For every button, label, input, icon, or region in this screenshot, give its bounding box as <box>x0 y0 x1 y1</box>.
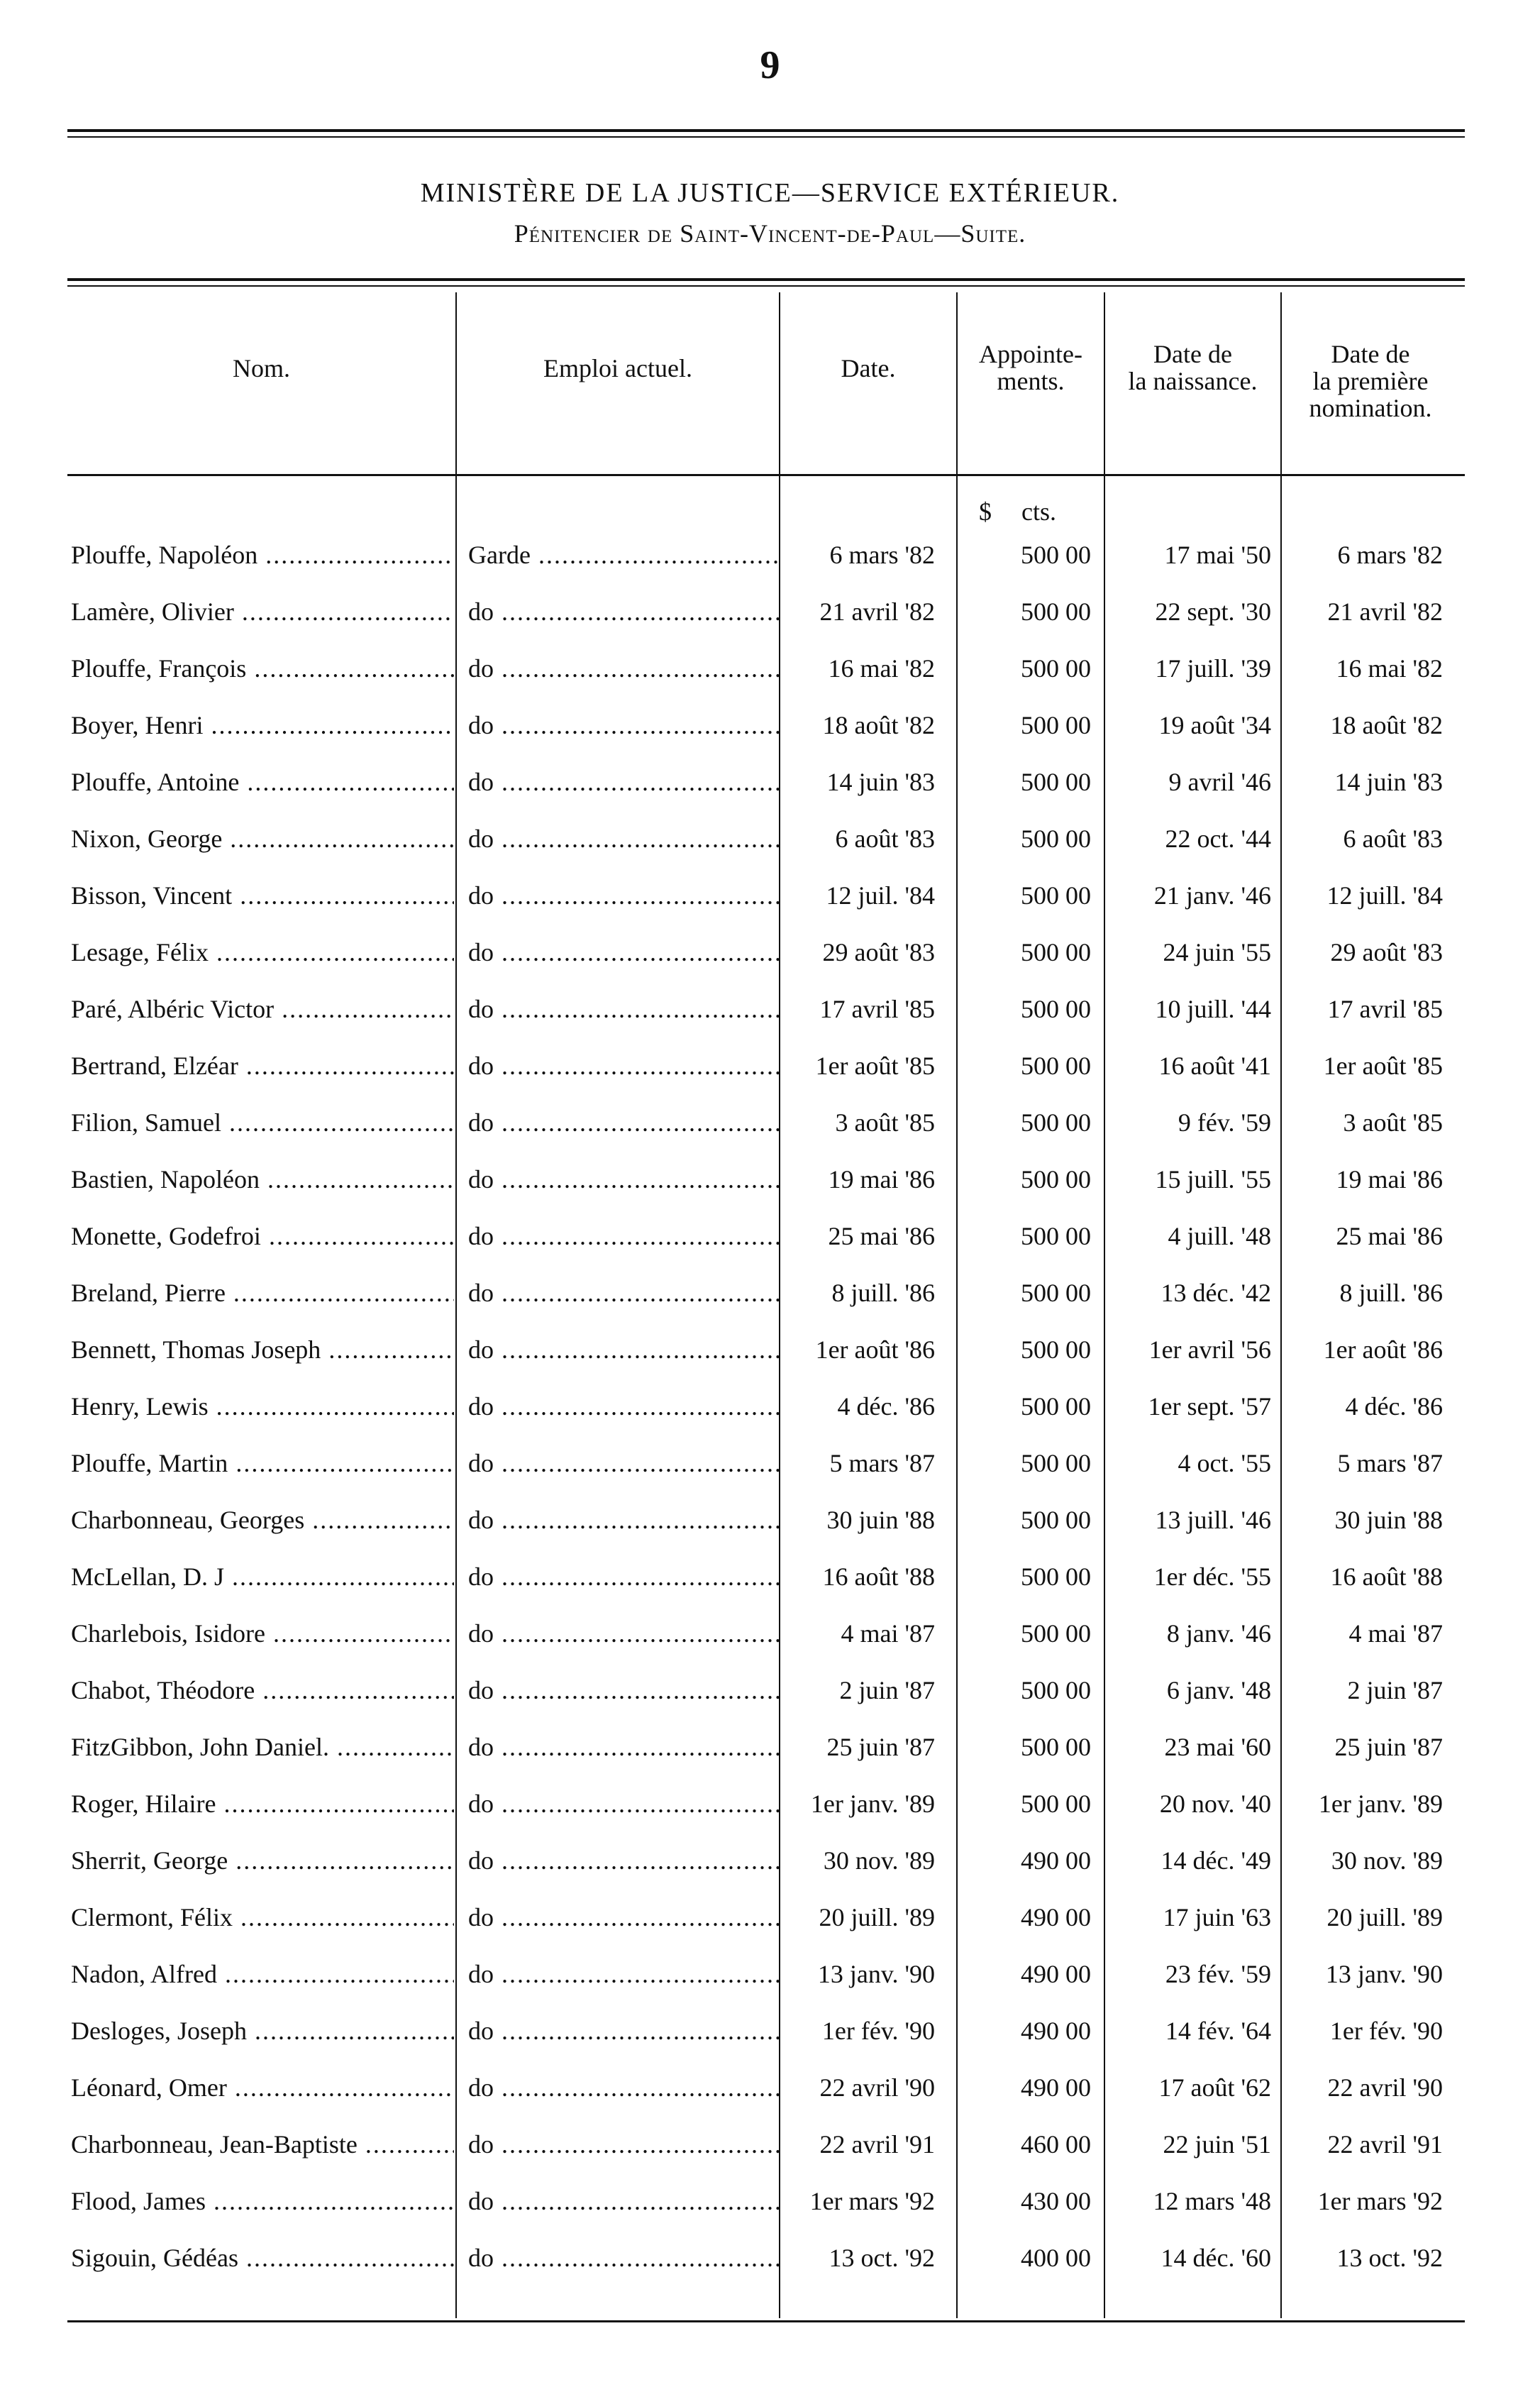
cell-naissance: 8 janv. '46 <box>1166 1619 1271 1648</box>
cell-nomination: 14 juin '83 <box>1334 768 1443 796</box>
cell-naissance: 17 mai '50 <box>1164 541 1271 569</box>
cell-nom: Desloges, Joseph ..... <box>71 2002 454 2059</box>
cell-date: 4 déc. '86 <box>837 1392 935 1421</box>
cell-date: 21 avril '82 <box>819 597 935 626</box>
cell-nomination: 2 juin '87 <box>1347 1676 1443 1704</box>
cell-appointements: 500 00 <box>1021 1052 1091 1080</box>
cell-date: 25 mai '86 <box>828 1222 935 1250</box>
cell-nom: Plouffe, François ..... <box>71 640 454 697</box>
cell-naissance: 22 sept. '30 <box>1155 597 1271 626</box>
column-header-nomination-line: nomination. <box>1309 394 1432 422</box>
table-row <box>0 527 1540 583</box>
cell-nomination: 5 mars '87 <box>1337 1449 1443 1477</box>
table-row <box>0 1208 1540 1264</box>
cell-naissance: 14 déc. '60 <box>1160 2244 1271 2272</box>
column-header-nom: Nom. <box>233 354 290 382</box>
cell-appointements: 500 00 <box>1021 654 1091 683</box>
column-header-appointements-line: ments. <box>997 367 1065 395</box>
table-row <box>0 1492 1540 1548</box>
column-header-nomination-line: la première <box>1312 367 1429 395</box>
table-row <box>0 583 1540 640</box>
cell-nomination: 1er janv. '89 <box>1318 1790 1443 1818</box>
header-rule-thin <box>67 285 1465 287</box>
cell-nomination: 4 déc. '86 <box>1345 1392 1443 1421</box>
table-row <box>0 981 1540 1037</box>
cell-naissance: 23 fév. '59 <box>1165 1960 1271 1988</box>
cell-naissance: 13 déc. '42 <box>1160 1279 1271 1307</box>
cell-emploi: do ..... <box>468 697 780 754</box>
table-row <box>0 1775 1540 1832</box>
cell-emploi: do ..... <box>468 1151 780 1208</box>
cell-naissance: 22 oct. '44 <box>1165 825 1271 853</box>
cell-emploi: do ..... <box>468 1378 780 1435</box>
cell-naissance: 4 oct. '55 <box>1178 1449 1271 1477</box>
header-rule <box>67 278 1465 281</box>
cell-emploi: do ..... <box>468 1605 780 1662</box>
cell-date: 25 juin '87 <box>826 1733 935 1761</box>
cell-nomination: 6 août '83 <box>1343 825 1443 853</box>
cell-naissance: 1er avril '56 <box>1148 1335 1271 1364</box>
cell-nomination: 29 août '83 <box>1330 938 1443 966</box>
cell-emploi: do ..... <box>468 1662 780 1719</box>
cell-nom: Boyer, Henri ..... <box>71 697 454 754</box>
cell-date: 6 août '83 <box>835 825 935 853</box>
column-header-naissance-line: Date de <box>1153 340 1232 368</box>
cell-date: 18 août '82 <box>822 711 935 739</box>
cell-emploi: do ..... <box>468 2229 780 2286</box>
table-row <box>0 2002 1540 2059</box>
cell-date: 1er fév. '90 <box>821 2017 935 2045</box>
cell-appointements: 500 00 <box>1021 1108 1091 1137</box>
cell-date: 22 avril '90 <box>819 2073 935 2102</box>
cell-date: 1er août '85 <box>815 1052 935 1080</box>
column-header-nomination-line: Date de <box>1331 340 1410 368</box>
cell-nomination: 8 juill. '86 <box>1339 1279 1443 1307</box>
cell-nom: McLellan, D. J ..... <box>71 1548 454 1605</box>
cell-appointements: 500 00 <box>1021 597 1091 626</box>
cell-naissance: 17 juill. '39 <box>1155 654 1271 683</box>
cell-date: 20 juill. '89 <box>819 1903 935 1931</box>
cell-nomination: 30 nov. '89 <box>1331 1846 1443 1875</box>
table-row <box>0 697 1540 754</box>
cell-nom: Plouffe, Napoléon ..... <box>71 527 454 583</box>
cell-emploi: do ..... <box>468 640 780 697</box>
cell-nom: FitzGibbon, John Daniel. ..... <box>71 1719 454 1775</box>
column-header-naissance <box>1105 341 1280 395</box>
cell-emploi: do ..... <box>468 1208 780 1264</box>
cell-naissance: 24 juin '55 <box>1163 938 1271 966</box>
cell-naissance: 1er sept. '57 <box>1148 1392 1271 1421</box>
cell-emploi: do ..... <box>468 1321 780 1378</box>
cell-nomination: 6 mars '82 <box>1337 541 1443 569</box>
cell-emploi: do ..... <box>468 1037 780 1094</box>
cell-naissance: 20 nov. '40 <box>1159 1790 1271 1818</box>
cell-naissance: 9 fév. '59 <box>1178 1108 1271 1137</box>
cell-date: 22 avril '91 <box>819 2130 935 2159</box>
cell-nomination: 30 juin '88 <box>1334 1506 1443 1534</box>
cell-appointements: 500 00 <box>1021 881 1091 910</box>
table-row <box>0 924 1540 981</box>
table-row <box>0 810 1540 867</box>
cell-date: 5 mars '87 <box>829 1449 935 1477</box>
cell-nomination: 20 juill. '89 <box>1326 1903 1443 1931</box>
cell-emploi: do ..... <box>468 1775 780 1832</box>
cell-emploi: do ..... <box>468 867 780 924</box>
table-row <box>0 1548 1540 1605</box>
cell-nomination: 21 avril '82 <box>1327 597 1443 626</box>
table-row <box>0 1378 1540 1435</box>
cell-naissance: 13 juill. '46 <box>1155 1506 1271 1534</box>
cell-nom: Roger, Hilaire ..... <box>71 1775 454 1832</box>
table-row <box>0 1321 1540 1378</box>
column-header-emploi: Emploi actuel. <box>543 354 692 382</box>
table-row <box>0 1832 1540 1889</box>
cell-nom: Sigouin, Gédéas ..... <box>71 2229 454 2286</box>
cell-nom: Nixon, George ..... <box>71 810 454 867</box>
cell-appointements: 500 00 <box>1021 1392 1091 1421</box>
cell-naissance: 10 juill. '44 <box>1155 995 1271 1023</box>
cell-emploi: do ..... <box>468 924 780 981</box>
cell-date: 4 mai '87 <box>841 1619 935 1648</box>
cell-appointements: 500 00 <box>1021 711 1091 739</box>
cell-nom: Lamère, Olivier ..... <box>71 583 454 640</box>
table-row <box>0 1719 1540 1775</box>
cell-nom: Plouffe, Martin ..... <box>71 1435 454 1492</box>
cell-date: 14 juin '83 <box>826 768 935 796</box>
cell-appointements: 500 00 <box>1021 1790 1091 1818</box>
bottom-rule <box>67 2320 1465 2322</box>
cell-naissance: 22 juin '51 <box>1163 2130 1271 2159</box>
cell-nom: Monette, Godefroi ..... <box>71 1208 454 1264</box>
cell-emploi: do ..... <box>468 2002 780 2059</box>
cell-naissance: 19 août '34 <box>1158 711 1271 739</box>
cell-emploi: do ..... <box>468 754 780 810</box>
cell-appointements: 500 00 <box>1021 938 1091 966</box>
table-row <box>0 1605 1540 1662</box>
cell-emploi: do ..... <box>468 1435 780 1492</box>
cell-date: 19 mai '86 <box>828 1165 935 1194</box>
cell-nom: Plouffe, Antoine ..... <box>71 754 454 810</box>
cell-date: 29 août '83 <box>822 938 935 966</box>
cell-naissance: 12 mars '48 <box>1153 2187 1271 2215</box>
cell-date: 1er janv. '89 <box>810 1790 935 1818</box>
cell-nom: Charbonneau, Georges ..... <box>71 1492 454 1548</box>
cell-naissance: 16 août '41 <box>1158 1052 1271 1080</box>
cell-naissance: 15 juill. '55 <box>1155 1165 1271 1194</box>
cell-emploi: do ..... <box>468 1492 780 1548</box>
cell-appointements: 500 00 <box>1021 1449 1091 1477</box>
cell-nom: Filion, Samuel ..... <box>71 1094 454 1151</box>
page-number: 9 <box>760 43 780 87</box>
cell-nomination: 1er août '85 <box>1323 1052 1443 1080</box>
cell-nom: Bennett, Thomas Joseph ..... <box>71 1321 454 1378</box>
cell-nom: Breland, Pierre ..... <box>71 1264 454 1321</box>
cell-naissance: 21 janv. '46 <box>1153 881 1271 910</box>
cell-date: 30 nov. '89 <box>823 1846 935 1875</box>
cell-nom: Bertrand, Elzéar ..... <box>71 1037 454 1094</box>
table-row <box>0 2059 1540 2116</box>
cell-nom: Flood, James ..... <box>71 2173 454 2229</box>
table-row <box>0 2229 1540 2286</box>
cell-nom: Nadon, Alfred ..... <box>71 1946 454 2002</box>
cell-emploi: do ..... <box>468 810 780 867</box>
cell-nomination: 4 mai '87 <box>1348 1619 1443 1648</box>
table-row <box>0 2116 1540 2173</box>
top-rule <box>67 129 1465 132</box>
cell-appointements: 490 00 <box>1021 1903 1091 1931</box>
cell-emploi: do ..... <box>468 1094 780 1151</box>
cell-date: 17 avril '85 <box>819 995 935 1023</box>
cell-appointements: 500 00 <box>1021 995 1091 1023</box>
column-header-rule <box>67 474 1465 476</box>
cell-naissance: 14 déc. '49 <box>1160 1846 1271 1875</box>
cell-nomination: 22 avril '91 <box>1327 2130 1443 2159</box>
cell-nom: Bastien, Napoléon ..... <box>71 1151 454 1208</box>
cell-appointements: 400 00 <box>1021 2244 1091 2272</box>
cell-nom: Henry, Lewis ..... <box>71 1378 454 1435</box>
column-header-appointements <box>958 341 1104 395</box>
column-header-nomination <box>1282 341 1459 421</box>
cell-naissance: 14 fév. '64 <box>1165 2017 1271 2045</box>
table-row <box>0 1094 1540 1151</box>
cell-naissance: 9 avril '46 <box>1168 768 1271 796</box>
cell-appointements: 500 00 <box>1021 768 1091 796</box>
cell-appointements: 490 00 <box>1021 2017 1091 2045</box>
cell-date: 12 juil. '84 <box>826 881 935 910</box>
cell-appointements: 500 00 <box>1021 1222 1091 1250</box>
cell-nomination: 22 avril '90 <box>1327 2073 1443 2102</box>
cell-emploi: do ..... <box>468 1889 780 1946</box>
cell-appointements: 490 00 <box>1021 2073 1091 2102</box>
cell-emploi: do ..... <box>468 1719 780 1775</box>
cell-emploi: do ..... <box>468 1946 780 2002</box>
cell-emploi: do ..... <box>468 1264 780 1321</box>
cell-nomination: 13 janv. '90 <box>1325 1960 1443 1988</box>
cell-appointements: 500 00 <box>1021 1676 1091 1704</box>
column-header-naissance-line: la naissance. <box>1128 367 1258 395</box>
cell-appointements: 500 00 <box>1021 1733 1091 1761</box>
cell-date: 13 oct. '92 <box>829 2244 935 2272</box>
table-row <box>0 640 1540 697</box>
cell-appointements: 460 00 <box>1021 2130 1091 2159</box>
cell-nomination: 17 avril '85 <box>1327 995 1443 1023</box>
cell-naissance: 17 août '62 <box>1158 2073 1271 2102</box>
table-row <box>0 867 1540 924</box>
cell-naissance: 6 janv. '48 <box>1166 1676 1271 1704</box>
cell-nom: Charlebois, Isidore ..... <box>71 1605 454 1662</box>
table-row <box>0 1946 1540 2002</box>
cell-appointements: 490 00 <box>1021 1960 1091 1988</box>
units-cents: cts. <box>1021 497 1056 526</box>
cell-nomination: 16 août '88 <box>1330 1562 1443 1591</box>
top-rule-thin <box>67 136 1465 138</box>
table-row <box>0 1435 1540 1492</box>
institution-subheading: Pénitencier de Saint-Vincent-de-Paul—Suite. <box>514 219 1026 248</box>
cell-date: 1er mars '92 <box>809 2187 935 2215</box>
table-row <box>0 1037 1540 1094</box>
cell-appointements: 500 00 <box>1021 1335 1091 1364</box>
column-header-appointements-line: Appointe- <box>979 340 1082 368</box>
cell-nomination: 1er mars '92 <box>1317 2187 1443 2215</box>
cell-nomination: 16 mai '82 <box>1336 654 1443 683</box>
column-header-date: Date. <box>841 354 896 382</box>
cell-nom: Lesage, Félix ..... <box>71 924 454 981</box>
cell-nom: Paré, Albéric Victor ..... <box>71 981 454 1037</box>
table-row <box>0 1889 1540 1946</box>
cell-nomination: 1er août '86 <box>1323 1335 1443 1364</box>
cell-date: 16 août '88 <box>822 1562 935 1591</box>
cell-nom: Bisson, Vincent ..... <box>71 867 454 924</box>
cell-emploi: Garde ..... <box>468 527 780 583</box>
cell-nom: Léonard, Omer ..... <box>71 2059 454 2116</box>
cell-appointements: 430 00 <box>1021 2187 1091 2215</box>
cell-nomination: 13 oct. '92 <box>1336 2244 1443 2272</box>
cell-naissance: 23 mai '60 <box>1164 1733 1271 1761</box>
cell-nom: Clermont, Félix ..... <box>71 1889 454 1946</box>
units-dollars: $ <box>979 497 992 526</box>
cell-date: 8 juill. '86 <box>831 1279 935 1307</box>
table-row <box>0 1264 1540 1321</box>
cell-naissance: 4 juill. '48 <box>1168 1222 1271 1250</box>
cell-emploi: do ..... <box>468 583 780 640</box>
cell-nom: Chabot, Théodore ..... <box>71 1662 454 1719</box>
cell-nomination: 1er fév. '90 <box>1329 2017 1443 2045</box>
cell-nom: Charbonneau, Jean-Baptiste ..... <box>71 2116 454 2173</box>
cell-date: 30 juin '88 <box>826 1506 935 1534</box>
cell-nomination: 12 juill. '84 <box>1326 881 1443 910</box>
cell-appointements: 500 00 <box>1021 1506 1091 1534</box>
cell-appointements: 500 00 <box>1021 1165 1091 1194</box>
cell-appointements: 500 00 <box>1021 1562 1091 1591</box>
cell-naissance: 17 juin '63 <box>1163 1903 1271 1931</box>
cell-appointements: 500 00 <box>1021 825 1091 853</box>
cell-nomination: 18 août '82 <box>1330 711 1443 739</box>
cell-emploi: do ..... <box>468 1832 780 1889</box>
cell-emploi: do ..... <box>468 981 780 1037</box>
cell-nomination: 19 mai '86 <box>1336 1165 1443 1194</box>
cell-date: 2 juin '87 <box>839 1676 935 1704</box>
cell-nomination: 3 août '85 <box>1343 1108 1443 1137</box>
cell-naissance: 1er déc. '55 <box>1153 1562 1271 1591</box>
table-row <box>0 1151 1540 1208</box>
cell-appointements: 500 00 <box>1021 1279 1091 1307</box>
cell-date: 3 août '85 <box>835 1108 935 1137</box>
cell-nom: Sherrit, George ..... <box>71 1832 454 1889</box>
cell-nomination: 25 juin '87 <box>1334 1733 1443 1761</box>
cell-date: 6 mars '82 <box>829 541 935 569</box>
cell-emploi: do ..... <box>468 2116 780 2173</box>
cell-date: 13 janv. '90 <box>817 1960 935 1988</box>
cell-emploi: do ..... <box>468 2173 780 2229</box>
cell-date: 16 mai '82 <box>828 654 935 683</box>
table-row <box>0 754 1540 810</box>
cell-appointements: 490 00 <box>1021 1846 1091 1875</box>
cell-appointements: 500 00 <box>1021 1619 1091 1648</box>
cell-emploi: do ..... <box>468 2059 780 2116</box>
cell-nomination: 25 mai '86 <box>1336 1222 1443 1250</box>
cell-date: 1er août '86 <box>815 1335 935 1364</box>
table-row <box>0 2173 1540 2229</box>
table-row <box>0 1662 1540 1719</box>
ministry-heading: MINISTÈRE DE LA JUSTICE—SERVICE EXTÉRIEUR. <box>420 178 1120 208</box>
cell-emploi: do ..... <box>468 1548 780 1605</box>
cell-appointements: 500 00 <box>1021 541 1091 569</box>
